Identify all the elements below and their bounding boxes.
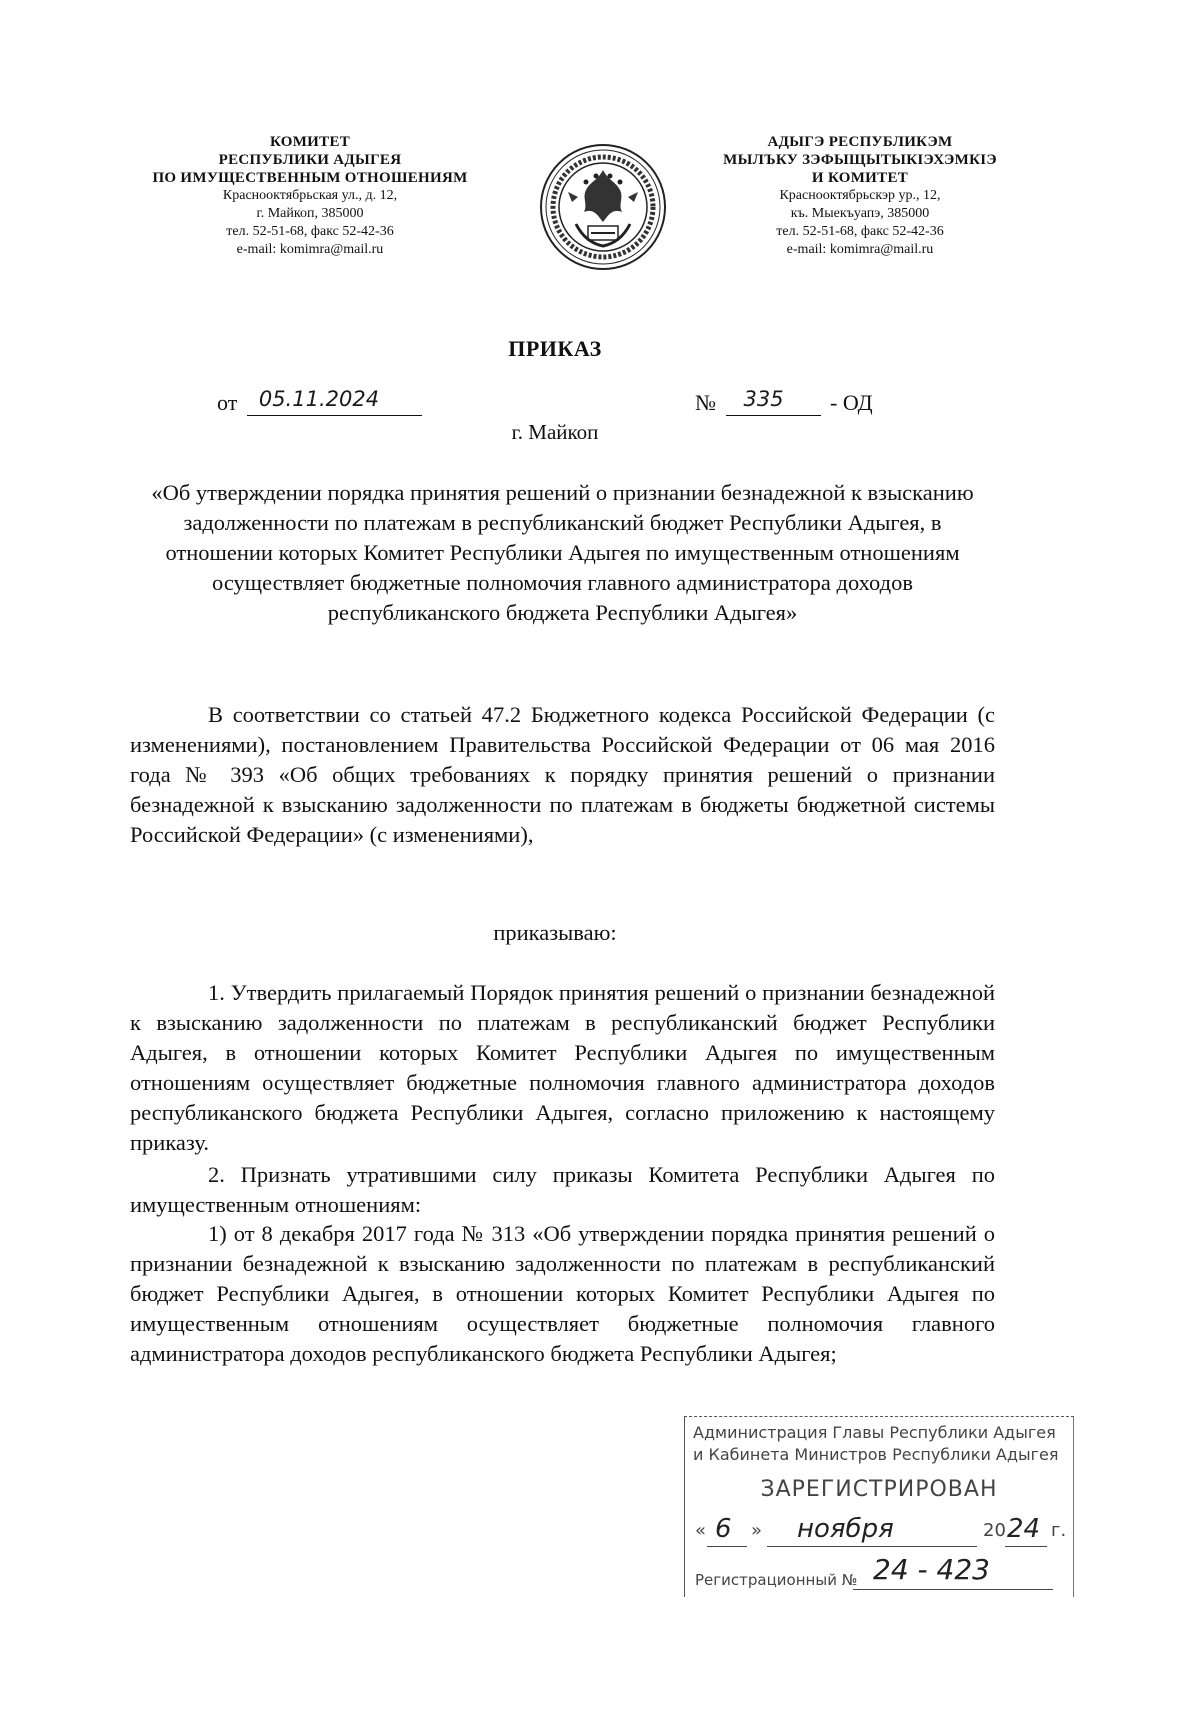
stamp-month-field <box>767 1514 977 1547</box>
stamp-open-quote: « <box>695 1520 707 1541</box>
letterhead-left-line3: ПО ИМУЩЕСТВЕННЫМ ОТНОШЕНИЯМ <box>152 170 468 186</box>
stamp-day: 6 <box>715 1514 732 1544</box>
letterhead-right-email: e-mail: komimra@mail.ru <box>786 242 934 257</box>
stamp-month: ноября <box>797 1514 894 1544</box>
letterhead-left-address1: Краснооктябрьская ул., д. 12, <box>222 188 398 203</box>
order-title: ПРИКАЗ <box>508 336 602 361</box>
order-date-line <box>217 387 422 416</box>
stamp-line2: и Кабинета Министров Республики Адыгея <box>693 1445 1059 1464</box>
letterhead-right-address1: Краснооктябрьскэр ур., 12, <box>779 188 941 203</box>
letterhead-right-address2: къ. Мыекъуапэ, 385000 <box>790 206 930 221</box>
stamp-close-quote: » <box>751 1520 763 1541</box>
letterhead-right-line1: АДЫГЭ РЕСПУБЛИКЭМ <box>767 134 953 150</box>
order-number-handwritten: 335 <box>743 387 784 411</box>
order-date-handwritten: 05.11.2024 <box>258 387 380 411</box>
letterhead-right-phone: тел. 52-51-68, факс 52-42-36 <box>776 224 944 239</box>
order-number-field <box>726 387 821 416</box>
order-word: приказываю: <box>493 920 617 945</box>
stamp-day-field <box>707 1514 747 1547</box>
stamp-year-prefix: 20 <box>983 1520 1006 1541</box>
stamp-reg-number: 24 - 423 <box>873 1553 990 1586</box>
order-city: г. Майкоп <box>511 420 599 444</box>
order-number-line <box>695 387 873 416</box>
stamp-reg-label: Регистрационный № <box>695 1571 858 1589</box>
coat-of-arms-icon <box>538 142 668 272</box>
order-number-prefix: № <box>695 390 716 415</box>
order-date-field <box>247 387 422 416</box>
order-date-prefix: от <box>217 390 238 415</box>
stamp-line1: Администрация Главы Республики Адыгея <box>693 1423 1056 1442</box>
stamp-year-end: г. <box>1051 1520 1067 1541</box>
document-title: «Об утверждении порядка принятия решений о признании безнадежной к взысканию задолженности по платежам в республиканский бюджет Республики Адыгея, в отношении которых Комитет Республики Адыгея по имущественным отношениям осуществляет бюджетные полномочия главного администратора доходов республиканского бюджета Республики Адыгея» <box>151 480 974 625</box>
letterhead-left <box>125 133 495 259</box>
letterhead-left-line1: КОМИТЕТ <box>269 134 351 150</box>
item-2-paragraph: 2. Признать утратившими силу приказы Комитета Республики Адыгея по имущественным отношениям: <box>130 1162 995 1217</box>
registration-stamp <box>684 1416 1074 1597</box>
letterhead-right-line2: МЫЛЪКУ ЗЭФЫЩЫТЫКIЭХЭМКIЭ <box>723 152 997 168</box>
stamp-reg-number-field <box>853 1553 1053 1590</box>
letterhead-left-email: e-mail: komimra@mail.ru <box>236 242 384 257</box>
stamp-year-suffix: 24 <box>1007 1514 1041 1544</box>
order-number-suffix: - ОД <box>830 390 873 415</box>
letterhead-left-phone: тел. 52-51-68, факс 52-42-36 <box>226 224 394 239</box>
letterhead-right <box>675 133 1045 259</box>
item-1-paragraph: 1. Утвердить прилагаемый Порядок принятия решений о признании безнадежной к взысканию задолженности по платежам в республиканский бюджет Республики Адыгея, в отношении которых Комитет Республики Адыгея по имущественным отношениям осуществляет бюджетные полномочия главного администратора доходов республиканского бюджета Республики Адыгея, согласно приложению к настоящему приказу. <box>130 980 995 1155</box>
stamp-registered: ЗАРЕГИСТРИРОВАН <box>760 1477 998 1502</box>
letterhead-left-line2: РЕСПУБЛИКИ АДЫГЕЯ <box>218 152 402 168</box>
letterhead-left-address2: г. Майкоп, 385000 <box>256 206 364 221</box>
letterhead-right-line3: И КОМИТЕТ <box>811 170 909 186</box>
item-2-sub-1-paragraph: 1) от 8 декабря 2017 года № 313 «Об утверждении порядка принятия решений о признании безнадежной к взысканию задолженности по платежам в республиканский бюджет Республики Адыгея, в отношении которых Комитет Республики Адыгея по имущественным отношениям осуществляет бюджетные полномочия главного администратора доходов республиканского бюджета Республики Адыгея; <box>130 1221 995 1366</box>
stamp-year-field <box>1005 1514 1047 1547</box>
preamble-paragraph: В соответствии со статьей 47.2 Бюджетного кодекса Российской Федерации (с изменениями), постановлением Правительства Российской Федерации от 06 мая 2016 года № 393 «Об общих требованиях к порядку принятия решений о признании безнадежной к взысканию задолженности по платежам в бюджеты бюджетной системы Российской Федерации» (с изменениями), <box>130 702 995 847</box>
